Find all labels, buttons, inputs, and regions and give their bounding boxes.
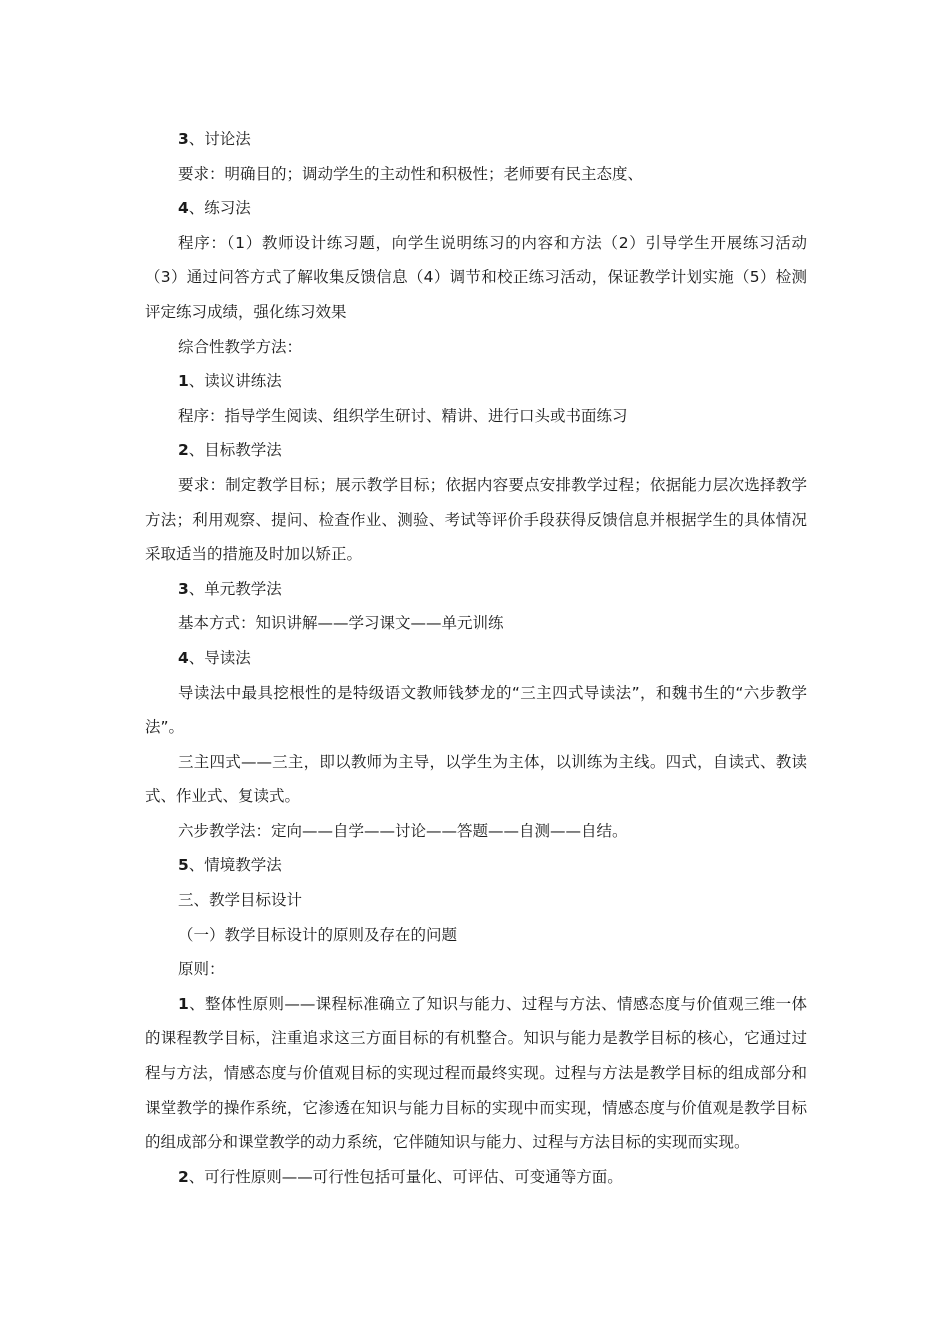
document-body	[145, 122, 807, 1194]
paragraph-principles-label: 原则：	[178, 960, 225, 979]
paragraph-guided-reading: 导读法中最具挖根性的是特级语文教师钱梦龙的“三主四式导读法”，和魏书生的“六步教学法”。	[145, 683, 807, 737]
heading-unit-teaching: 3、单元教学法	[178, 579, 282, 598]
heading-situational-teaching: 5、情境教学法	[178, 856, 282, 875]
paragraph-practice-procedure: 程序：（1）教师设计练习题，向学生说明练习的内容和方法（2）引导学生开展练习活动（3）通过问答方式了解收集反馈信息（4）调节和校正练习活动，保证教学计划实施（5）检测评定练习成绩，强化练习效果	[145, 233, 807, 321]
paragraph-integrity-principle: 1、整体性原则——课程标准确立了知识与能力、过程与方法、情感态度与价值观三维一体的课程教学目标，注重追求这三方面目标的有机整合。知识与能力是教学目标的核心，它通过过程与方法，情感态度与价值观目标的实现过程而最终实现。过程与方法是教学目标的组成部分和课堂教学的操作系统，它渗透在知识与能力目标的实现中而实现，情感态度与价值观是教学目标的组成部分和课堂教学的动力系统，它伴随知识与能力、过程与方法目标的实现而实现。	[145, 994, 807, 1152]
paragraph-objective-requirements: 要求：制定教学目标；展示教学目标；依据内容要点安排教学过程；依据能力层次选择教学方法；利用观察、提问、检查作业、测验、考试等评价手段获得反馈信息并根据学生的具体情况采取适当的措施及时加以矫正。	[145, 475, 807, 564]
paragraph-comprehensive-methods: 综合性教学方法：	[178, 337, 303, 356]
paragraph-three-main-four-styles: 三主四式——三主，即以教师为主导，以学生为主体，以训练为主线。四式，自读式、教读式、作业式、复读式。	[145, 752, 807, 806]
paragraph-six-step-method: 六步教学法：定向——自学——讨论——答题——自测——自结。	[178, 821, 628, 840]
heading-discussion-method: 3、讨论法	[178, 130, 251, 148]
heading-objective-teaching: 2、目标教学法	[178, 441, 282, 460]
heading-practice-method: 4、练习法	[178, 199, 251, 218]
paragraph-unit-basic-mode: 基本方式：知识讲解——学习课文——单元训练	[178, 614, 504, 633]
section-heading-objective-design: 三、教学目标设计	[178, 891, 303, 910]
paragraph-feasibility-principle: 2、可行性原则——可行性包括可量化、可评估、可变通等方面。	[178, 1167, 623, 1186]
heading-guided-reading: 4、导读法	[178, 648, 251, 667]
paragraph-discussion-requirements: 要求：明确目的；调动学生的主动性和积极性；老师要有民主态度、	[178, 164, 644, 183]
paragraph-read-discuss-procedure: 程序：指导学生阅读、组织学生研讨、精讲、进行口头或书面练习	[178, 406, 628, 425]
heading-read-discuss-method: 1、读议讲练法	[178, 372, 282, 391]
subsection-heading-principles: （一）教学目标设计的原则及存在的问题	[178, 925, 458, 944]
